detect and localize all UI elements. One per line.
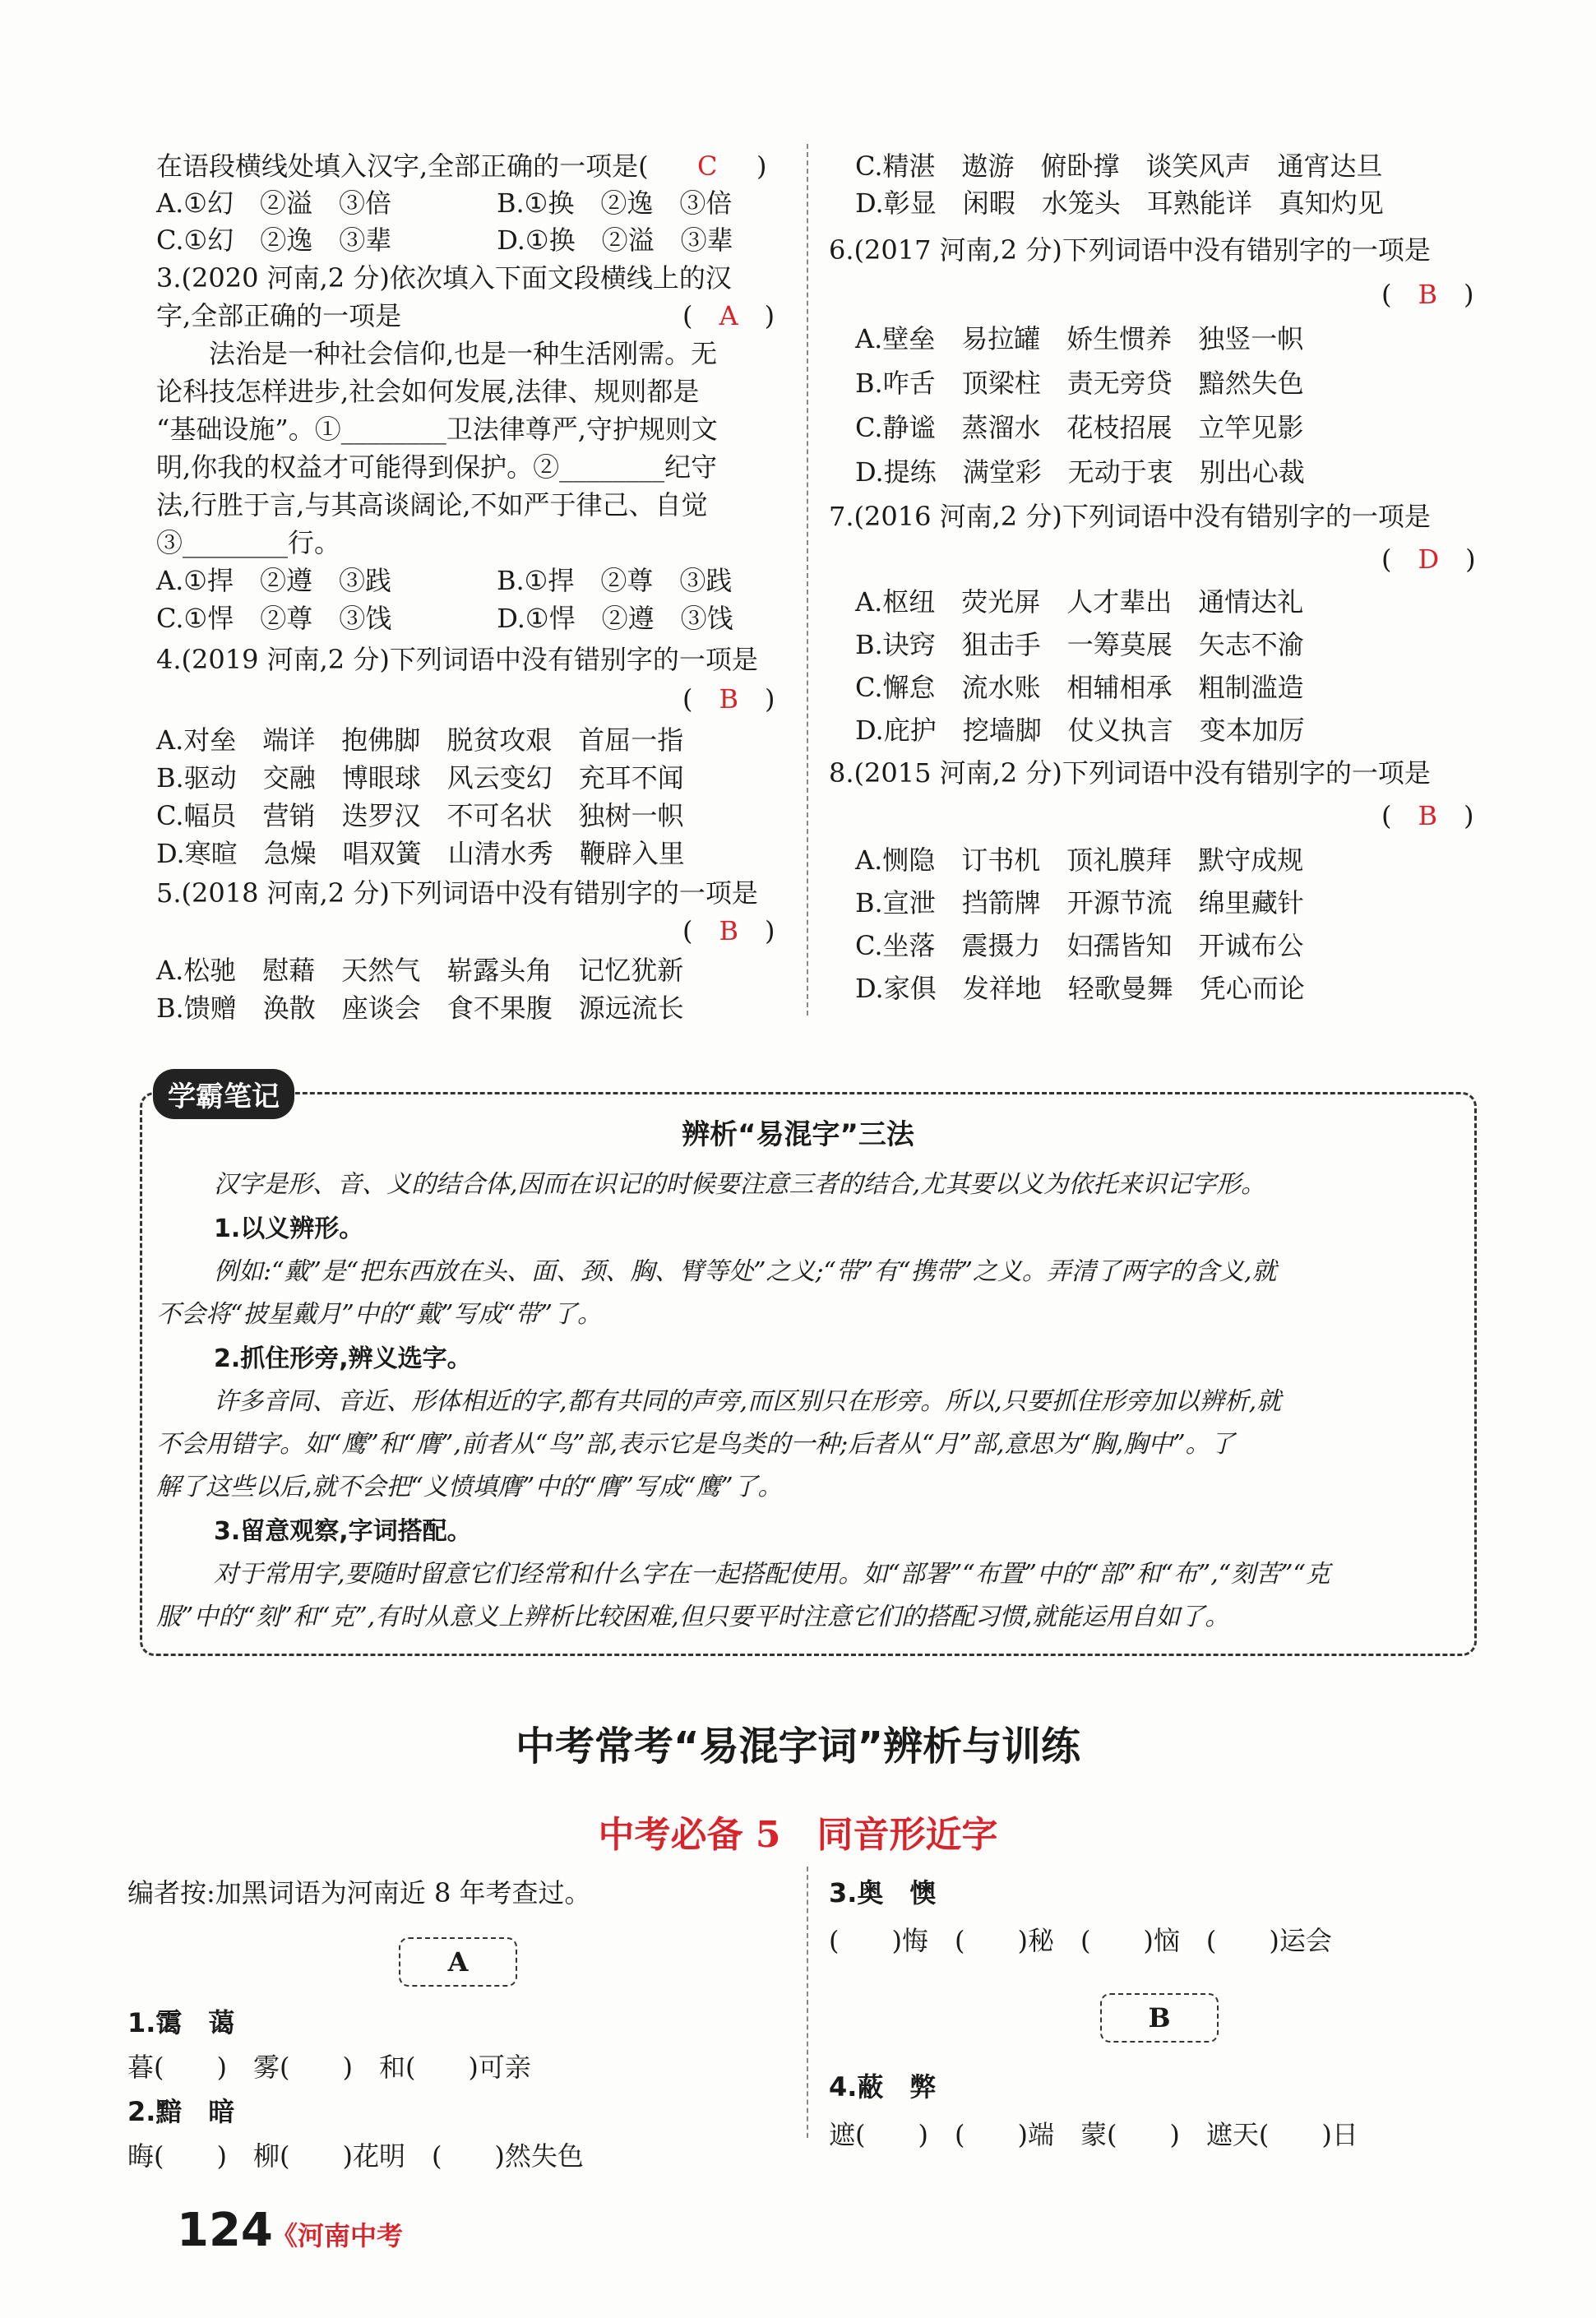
right-line-4: B.咋舌 顶梁柱 责无旁贷 黯然失色 bbox=[855, 368, 1304, 399]
note-p4a: 对于常用字,要随时留意它们经常和什么字在一起搭配使用。如“部署”“布置”中的“部”和“布”,“刻苦”“克 bbox=[214, 1560, 1330, 1589]
note-p3b: 不会用错字。如“鹰”和“膺”,前者从“鸟”部,表示它是鸟类的一种;后者从“月”部,意思为“胸,胸中”。了 bbox=[156, 1430, 1235, 1459]
note-p2a: 例如:“戴”是“把东西放在头、面、颈、胸、臂等处”之义;“带”有“携带”之义。弄清了两字的含义,就 bbox=[214, 1257, 1277, 1286]
answer-q6: B bbox=[1418, 279, 1438, 310]
left-line-20: B.馈赠 涣散 座谈会 食不果腹 源远流长 bbox=[156, 992, 684, 1024]
answer-paren-q7: ( D ) bbox=[1381, 544, 1476, 575]
tag-a: A bbox=[399, 1937, 517, 1987]
note-p3c: 解了这些以后,就不会把“义愤填膺”中的“膺”写成“鹰”了。 bbox=[156, 1473, 783, 1501]
right-line-15: C.坐落 震摄力 妇孺皆知 开诚布公 bbox=[855, 930, 1304, 961]
right-line-3: A.壁垒 易拉罐 娇生惯养 独竖一帜 bbox=[855, 323, 1304, 354]
left-line-8: 明,你我的权益才可能得到保护。②________纪守 bbox=[156, 451, 718, 483]
item-3-blanks: ( )悔 ( )秘 ( )恼 ( )运会 bbox=[829, 1925, 1332, 1956]
left-line-11: A.①捍 ②遵 ③践 B.①捍 ②尊 ③践 bbox=[156, 565, 733, 596]
left-line-4: 字,全部正确的一项是 bbox=[156, 300, 402, 331]
column-divider bbox=[807, 144, 808, 1016]
item-2-blanks: 晦( ) 柳( )花明 ( )然失色 bbox=[127, 2140, 584, 2172]
left-line-6: 论科技怎样进步,社会如何发展,法律、规则都是 bbox=[156, 376, 700, 407]
answer-paren-q4: ( B ) bbox=[682, 683, 775, 715]
editor-note: 编者按:加黑词语为河南近 8 年考查过。 bbox=[127, 1877, 591, 1909]
right-line-11: D.庇护 挖墙脚 仗义执言 变本加厉 bbox=[855, 715, 1305, 746]
left-line-2: C.①幻 ②逸 ③辈 D.①换 ②溢 ③辈 bbox=[156, 224, 733, 256]
left-line-19: A.松驰 慰藉 天然气 崭露头角 记忆犹新 bbox=[156, 955, 684, 986]
left-line-16: C.幅员 营销 迭罗汉 不可名状 独树一帜 bbox=[156, 800, 684, 831]
answer-q8: B bbox=[1418, 800, 1438, 831]
left-line-18: 5.(2018 河南,2 分)下列词语中没有错别字的一项是 bbox=[156, 877, 758, 909]
section-subtitle: 中考必备 5 同音形近字 bbox=[598, 1814, 998, 1856]
answer-q2: C bbox=[697, 150, 718, 182]
right-line-13: A.恻隐 订书机 顶礼膜拜 默守成规 bbox=[855, 844, 1304, 876]
note-p2b: 不会将“披星戴月”中的“戴”写成“带”了。 bbox=[156, 1300, 603, 1329]
right-line-7: 7.(2016 河南,2 分)下列词语中没有错别字的一项是 bbox=[829, 501, 1431, 532]
item-2-title: 2.黯 暗 bbox=[127, 2096, 235, 2127]
answer-q5: B bbox=[719, 915, 739, 946]
answer-paren-q8: ( B ) bbox=[1381, 800, 1474, 831]
right-line-9: B.诀窍 狙击手 一筹莫展 矢志不渝 bbox=[855, 629, 1304, 660]
left-line-14: A.对垒 端详 抱佛脚 脱贫攻艰 首屈一指 bbox=[156, 724, 684, 756]
note-title: 辨析“易混字”三法 bbox=[682, 1118, 914, 1151]
page-number: 124 bbox=[177, 2204, 273, 2257]
item-4-blanks: 遮( ) ( )端 蒙( ) 遮天( )日 bbox=[829, 2119, 1358, 2150]
left-line-3: 3.(2020 河南,2 分)依次填入下面文段横线上的汉 bbox=[156, 262, 732, 294]
left-line-13: 4.(2019 河南,2 分)下列词语中没有错别字的一项是 bbox=[156, 644, 758, 675]
section-title: 中考常考“易混字词”辨析与训练 bbox=[515, 1723, 1081, 1770]
answer-paren-q6: ( B ) bbox=[1381, 279, 1474, 310]
note-badge: 学霸笔记 bbox=[153, 1069, 294, 1119]
item-1-blanks: 暮( ) 雾( ) 和( )可亲 bbox=[127, 2052, 531, 2083]
paren: ) bbox=[756, 150, 767, 182]
right-line-1: D.彰显 闲暇 水笼头 耳熟能详 真知灼见 bbox=[855, 187, 1384, 219]
left-line-12: C.①悍 ②尊 ③饯 D.①悍 ②遵 ③饯 bbox=[156, 603, 733, 634]
note-h1: 1.以义辨形。 bbox=[214, 1215, 364, 1243]
right-line-16: D.家俱 发祥地 轻歌曼舞 凭心而论 bbox=[855, 973, 1305, 1004]
left-line-15: B.驱动 交融 博眼球 风云变幻 充耳不闻 bbox=[156, 762, 684, 793]
answer-paren-q3: ( A ) bbox=[682, 300, 775, 331]
answer-q3: A bbox=[719, 300, 738, 331]
note-p4b: 服”中的“刻”和“克”,有时从意义上辨析比较困难,但只要平时注意它们的搭配习惯,就能运用自如了。 bbox=[156, 1603, 1230, 1631]
item-1-title: 1.霭 蔼 bbox=[127, 2007, 235, 2038]
answer-q7: D bbox=[1418, 544, 1440, 575]
left-line-0: 在语段横线处填入汉字,全部正确的一项是( bbox=[156, 150, 649, 182]
left-line-10: ③________行。 bbox=[156, 527, 341, 558]
left-line-5: 法治是一种社会信仰,也是一种生活刚需。无 bbox=[156, 338, 718, 369]
left-line-17: D.寒暄 急燥 唱双簧 山清水秀 鞭辟入里 bbox=[156, 838, 685, 869]
right-line-10: C.懈怠 流水账 相辅相承 粗制滥造 bbox=[855, 672, 1304, 703]
left-line-1: A.①幻 ②溢 ③倍 B.①换 ②逸 ③倍 bbox=[156, 187, 733, 219]
right-line-8: A.枢纽 荧光屏 人才辈出 通情达礼 bbox=[855, 586, 1304, 618]
right-line-14: B.宣泄 挡箭牌 开源节流 绵里藏针 bbox=[855, 887, 1304, 918]
right-line-6: D.提练 满堂彩 无动于衷 别出心裁 bbox=[855, 456, 1305, 488]
note-p1: 汉字是形、音、义的结合体,因而在识记的时候要注意三者的结合,尤其要以义为依托来识记字形。 bbox=[214, 1170, 1266, 1199]
right-line-2: 6.(2017 河南,2 分)下列词语中没有错别字的一项是 bbox=[829, 234, 1431, 266]
answer-paren-q5: ( B ) bbox=[682, 915, 775, 946]
note-h2: 2.抓住形旁,辨义选字。 bbox=[214, 1344, 472, 1373]
tag-b: B bbox=[1100, 1993, 1219, 2043]
right-line-12: 8.(2015 河南,2 分)下列词语中没有错别字的一项是 bbox=[829, 757, 1431, 789]
note-p3a: 许多音同、音近、形体相近的字,都有共同的声旁,而区别只在形旁。所以,只要抓住形旁加以辨析,就 bbox=[214, 1387, 1282, 1416]
item-4-title: 4.蔽 弊 bbox=[829, 2071, 937, 2103]
item-3-title: 3.奥 懊 bbox=[829, 1877, 937, 1909]
footer-label: 《河南中考 bbox=[271, 2220, 404, 2251]
column-divider-bottom bbox=[807, 1867, 808, 2138]
answer-q4: B bbox=[719, 683, 739, 715]
note-h3: 3.留意观察,字词搭配。 bbox=[214, 1517, 472, 1546]
right-line-0: C.精湛 遨游 俯卧撑 谈笑风声 通宵达旦 bbox=[855, 150, 1383, 182]
left-line-7: “基础设施”。①________卫法律尊严,守护规则文 bbox=[156, 414, 718, 445]
right-line-5: C.静谧 蒸溜水 花枝招展 立竿见影 bbox=[855, 412, 1304, 443]
left-line-9: 法,行胜于言,与其高谈阔论,不如严于律己、自觉 bbox=[156, 489, 708, 521]
